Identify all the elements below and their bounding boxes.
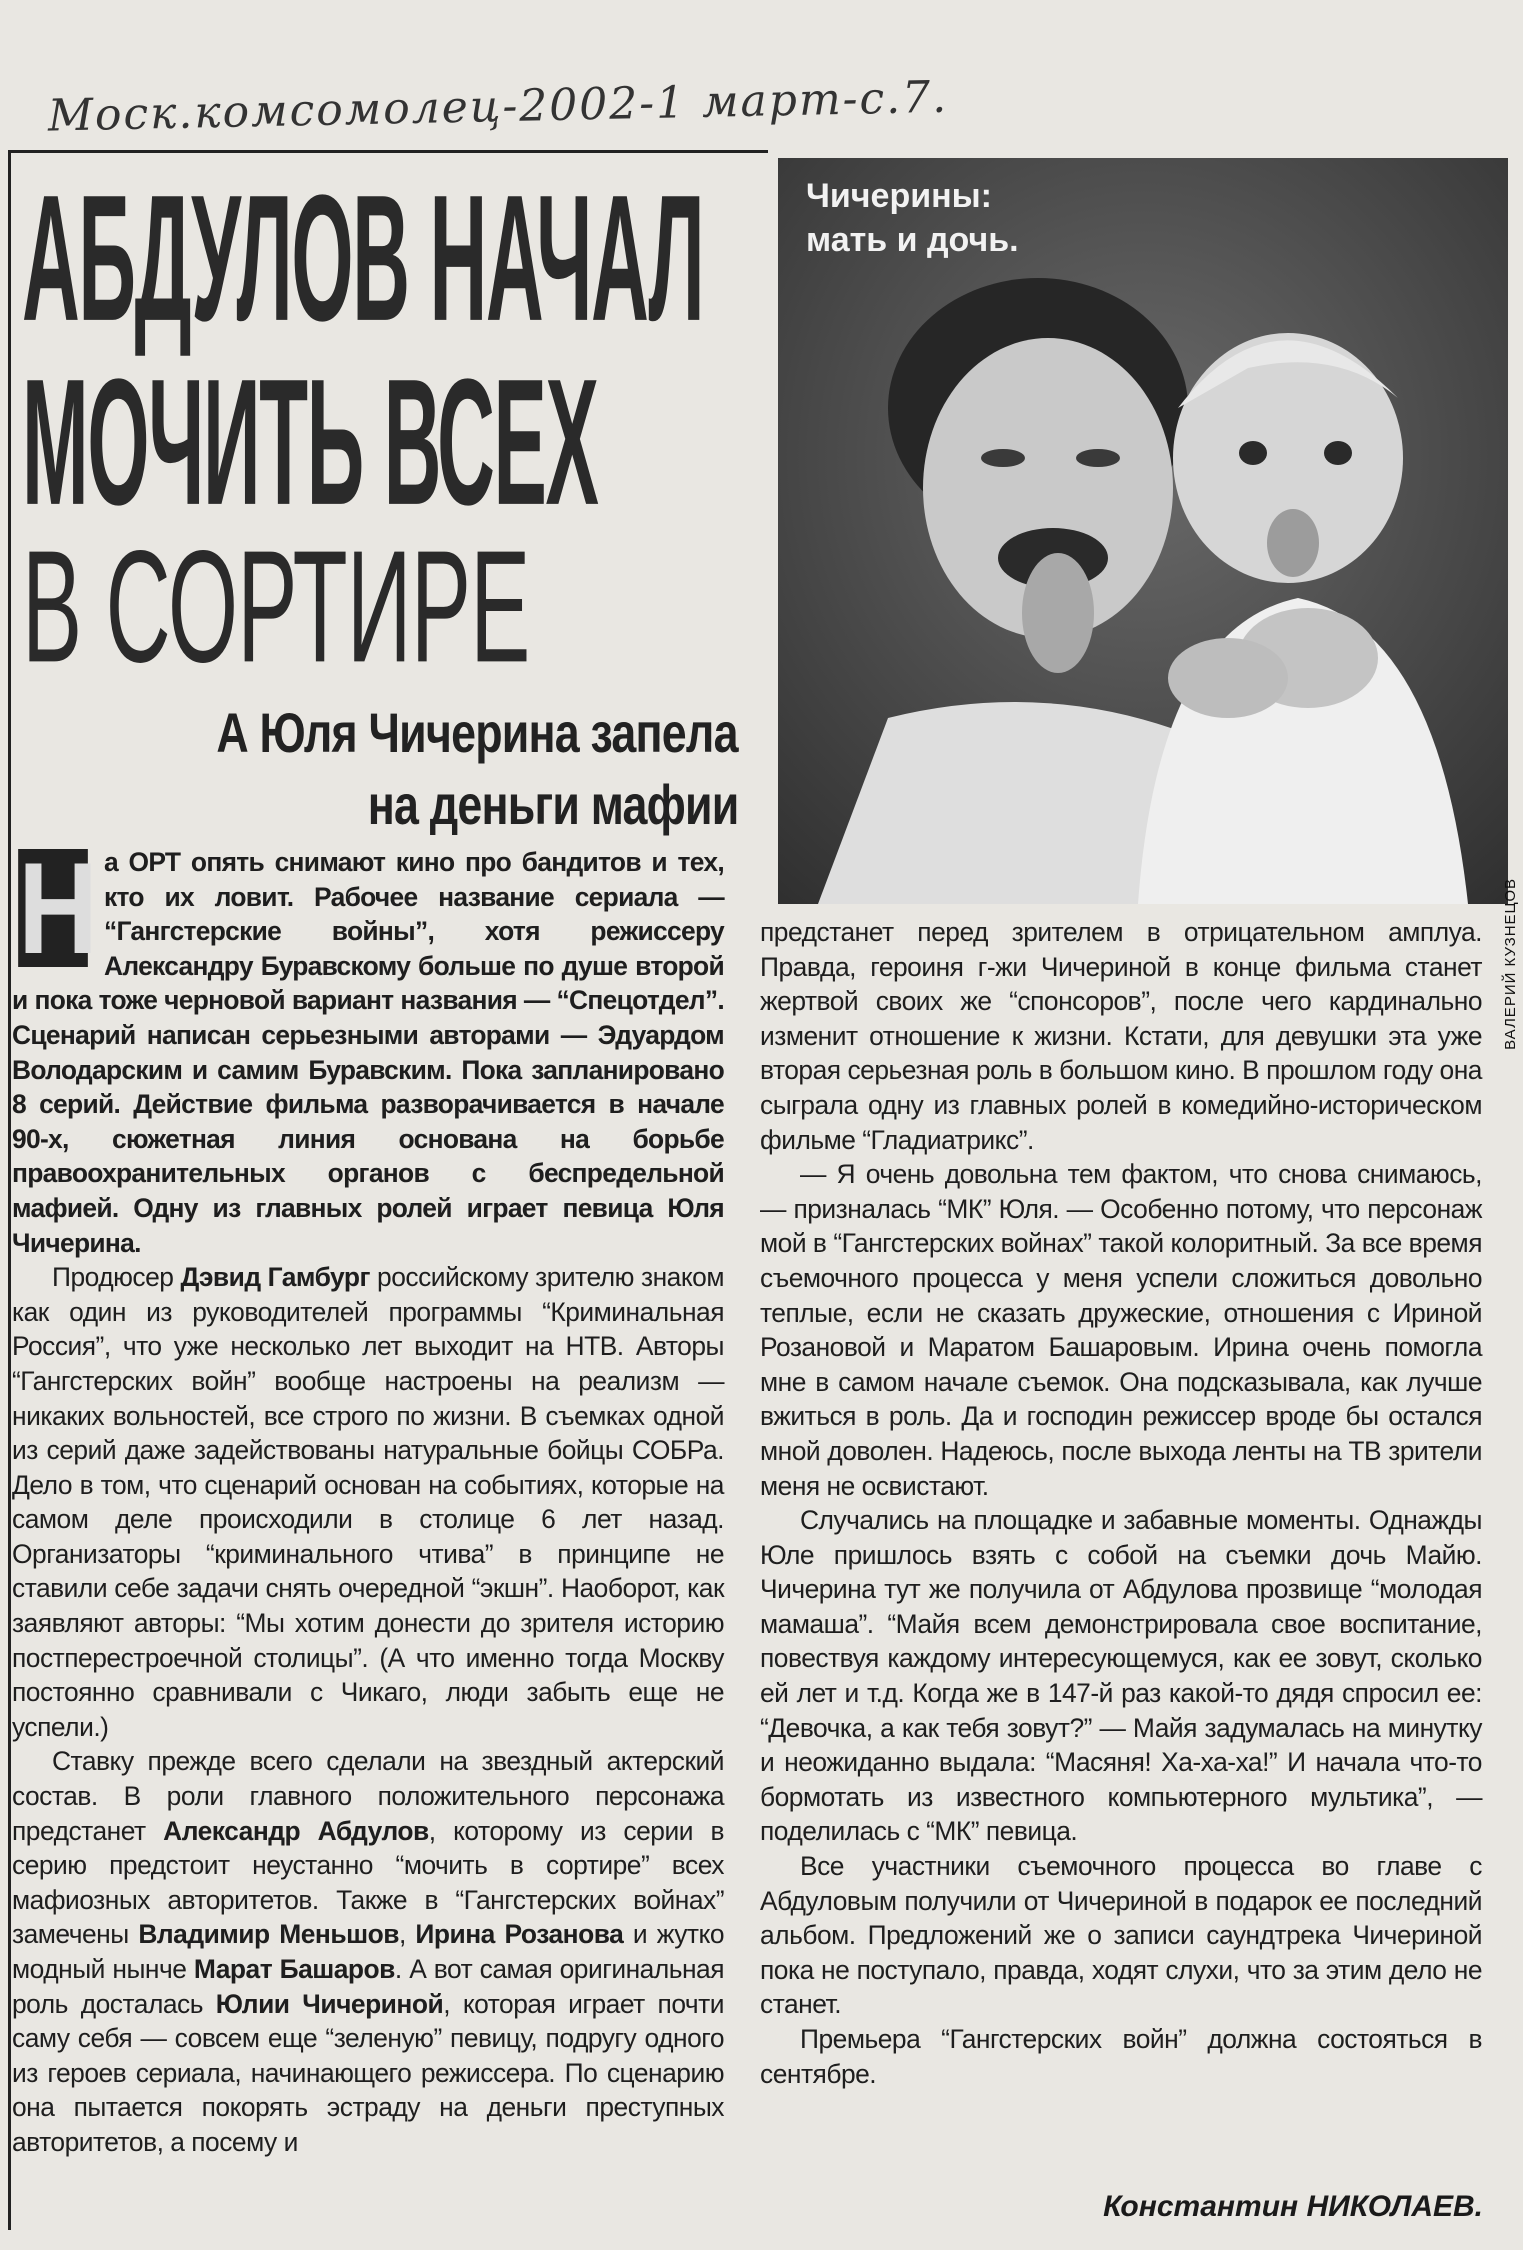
lead-paragraph: а ОРТ опять снимают кино про бандитов и тех, кто их ловит. Рабочее название сериала — “Гангстерские войны”, хотя режиссеру Александру Буравскому больше по душе второй и пока тоже черновой вариант названия — “Спецотдел”. Сценарий написан серьезными авторами — Эдуардом Володарским и самим Буравским. Пока запланировано 8 серий. Действие фильма разворачивается в начале 90-х, сюжетная линия основана на борьбе правоохранительных органов с беспредельной мафией. Одну из главных ролей играет певица Юля Чичерина. — [12, 847, 724, 1258]
p3-text-a: Ставку прежде всего сделали на звездный актерский состав. В роли главного положительного персонажа предстанет — [12, 1746, 724, 1846]
headline-line-2: МОЧИТЬ ВСЕХ — [22, 341, 598, 543]
subheadline-line-2: на деньги мафии — [367, 773, 738, 836]
paragraph-5: — Я очень довольна тем фактом, что снова снимаюсь, — призналась “МК” Юля. — Особенно потому, что персонаж мой в “Гангстерских войнах” такой колоритный. За все время съемочного процесса у меня успели сложиться довольно теплые, если не сказать дружеские, отношения с Ириной Розановой и Маратом Башаровым. Ирина очень помогла мне в самом начале съемок. Она подсказывала, как лучше вжиться в роль. Да и господин режиссер вроде бы остался мной доволен. Надеюсь, после выхода ленты на ТВ зрители меня не освистают. — [760, 1159, 1482, 1501]
name-abdulov: Александр Абдулов — [163, 1815, 429, 1846]
photo-illustration — [778, 158, 1508, 904]
p3-text-c: , — [398, 1919, 416, 1950]
p3-text-b: , которому из серии в серию предстоит неустанно “мочить в сортире” всех мафиозных авторитетов. Также в “Гангстерских войнах” замечены — [12, 1815, 725, 1950]
top-rule — [8, 150, 768, 153]
headline-line-1: АБДУЛОВ НАЧАЛ — [22, 157, 704, 359]
paragraph-8: Премьера “Гангстерских войн” должна состояться в сентябре. — [760, 2024, 1482, 2089]
name-chicherina: Юлии Чичериной — [215, 1988, 444, 2019]
p2-text-a: Продюсер — [52, 1262, 181, 1293]
photo-caption: Чичерины: мать и дочь. — [806, 177, 1019, 260]
left-border-line — [8, 150, 11, 2230]
subheadline-line-1: А Юля Чичерина запела — [216, 701, 738, 764]
paragraph-7: Все участники съемочного процесса во главе с Абдуловым получили от Чичериной в подарок ее последний альбом. Предложений же о записи саундтрека Чичериной пока не поступало, правда, ходят слухи, что за этим дело не станет. — [760, 1851, 1482, 2020]
headline-line-3: В СОРТИРЕ — [22, 517, 530, 697]
paragraph-2 — [12, 1260, 724, 1744]
author-byline: Константин НИКОЛАЕВ. — [1103, 2190, 1483, 2223]
paragraph-4: предстанет перед зрителем в отрицательном амплуа. Правда, героиня г-жи Чичериной в конце фильма станет жертвой своих же “спонсоров”, после чего кардинально изменит отношение к жизни. Кстати, для девушки эта уже вторая серьезная роль в большом кино. В прошлом году она сыграла одну из главных ролей в комедийно-историческом фильме “Гладиатрикс”. — [760, 917, 1482, 1155]
lead-paragraph-block — [12, 835, 724, 1260]
drop-cap: Н — [18, 835, 98, 981]
article-column-2 — [760, 915, 1482, 2091]
p2-text-b: российскому зрителю знаком как один из руководителей программы “Криминальная Россия”, что уже несколько лет выходит на НТВ. Авторы “Гангстерских войн” вообще настроены на реализм — никаких вольностей, все строго по жизни. В съемках одной из серий даже задействованы натуральные бойцы СОБРа. Дело в том, что сценарий основан на событиях, которые на самом деле происходили в столице 6 лет назад. Организаторы “криминального чтива” в принципе не ставили себе задачи снять очередной “экшн”. Наоборот, как заявляют авторы: “Мы хотим донести до зрителя историю постперестроечной столицы”. (А что именно тогда Москву постоянно сравнивали с Чикаго, люди забыть еще не успели.) — [12, 1262, 724, 1742]
paragraph-3 — [12, 1744, 724, 2159]
handwritten-source-note: Моск.комсомолец-2002-1 март-с.7. — [47, 71, 949, 142]
paragraph-6: Случались на площадке и забавные моменты. Однажды Юле пришлось взять с собой на съемки дочь Майю. Чичерина тут же получила от Абдулова прозвище “молодая мамаша”. “Майя всем демонстрировала свое воспитание, повествуя каждому интересующемуся, как ее зовут, сколько ей лет и т.д. Когда же в 147-й раз какой-то дядя спросил ее: “Девочка, а как тебя зовут?” — Майя задумалась на минутку и неожиданно выдала: “Масяня! Ха-ха-ха!” И начала что-то бормотать из известного компьютерного мультика”, — поделилась с “МК” певица. — [760, 1505, 1482, 1847]
name-menshov: Владимир Меньшов — [138, 1919, 399, 1950]
article-column-1 — [12, 835, 725, 2160]
p3-text-d: и жутко модный нынче — [12, 1919, 725, 1984]
name-basharov: Марат Башаров — [193, 1954, 395, 1984]
p3-text-f: , которая играет почти саму себя — совсем еще “зеленую” певицу, подругу одного из героев сериала, начинающего режиссера. По сценарию она пытается покорять эстраду на деньги преступных авторитетов, а посему и — [12, 1988, 724, 2157]
p3-text-e: . А вот самая оригинальная роль досталась — [12, 1954, 725, 2019]
name-gamburg: Дэвид Гамбург — [180, 1262, 370, 1293]
photo-credit: ВАЛЕРИЙ КУЗНЕЦОВ — [1502, 878, 1519, 1050]
name-rozanova: Ирина Розанова — [415, 1919, 624, 1950]
